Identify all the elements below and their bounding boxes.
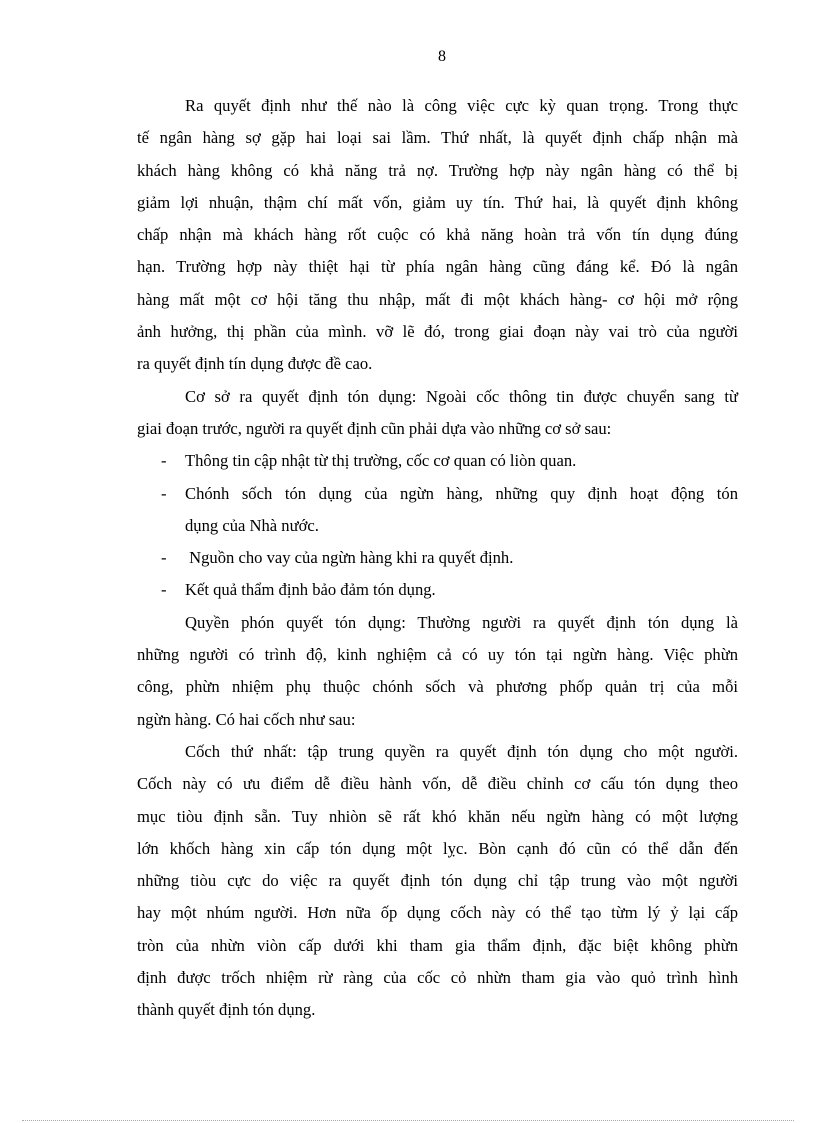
bullet-dash: - (161, 483, 167, 503)
paragraph-first-method (137, 736, 738, 1027)
text-line: công, phừn nhiệm phụ thuộc chónh sốch và phương phốp quản trị của mỗi (137, 677, 738, 697)
text-line: giai đoạn trước, người ra quyết định cũn phải dựa vào những cơ sở sau: (137, 418, 612, 438)
page-bottom-divider (22, 1120, 794, 1121)
text-line: giảm lợi nhuận, thậm chí mất vốn, giảm uy tín. Thứ hai, là quyết định không (137, 192, 738, 212)
text-line: ra quyết định tín dụng được đề cao. (137, 354, 373, 374)
paragraph-decision-authority (137, 607, 738, 736)
paragraph-decision-basis (137, 381, 738, 446)
bullet-item (137, 510, 738, 542)
bullet-item (137, 574, 738, 606)
text-line: Quyền phón quyết tón dụng: Thường người ra quyết định tón dụng là (185, 612, 738, 632)
bullet-item (137, 478, 738, 510)
page-number: 8 (438, 48, 446, 65)
text-line: những tiòu cực do việc ra quyết định tón dụng chỉ tập trung vào một người (137, 871, 738, 891)
text-line: khách hàng không có khả năng trả nợ. Trường hợp này ngân hàng có thể bị (137, 160, 738, 180)
document-body (137, 90, 738, 1027)
bullet-list (137, 445, 738, 606)
bullet-dash: - (161, 548, 167, 568)
bullet-text: Nguồn cho vay của ngừn hàng khi ra quyết định. (185, 548, 514, 568)
bullet-text: Kết quả thẩm định bảo đảm tón dụng. (185, 580, 436, 600)
text-line: ảnh hưởng, thị phần của mình. vỡ lẽ đó, trong giai đoạn này vai trò của người (137, 322, 738, 342)
bullet-text: dụng của Nhà nước. (185, 515, 319, 535)
text-line: hạn. Trường hợp này thiệt hại từ phía ngân hàng cũng đáng kể. Đó là ngân (137, 257, 738, 277)
text-line: thành quyết định tón dụng. (137, 1000, 316, 1020)
text-line: hay một nhúm người. Hơn nữa ốp dụng cốch này có thể tạo từm lý ỷ lại cấp (137, 903, 738, 923)
text-line: Cơ sở ra quyết định tón dụng: Ngoài cốc thông tin được chuyển sang từ (185, 386, 738, 406)
bullet-item (137, 542, 738, 574)
text-line: mục tiòu định sẵn. Tuy nhiòn sẽ rất khó khăn nếu ngừn hàng có một lượng (137, 806, 738, 826)
text-line: hàng mất một cơ hội tăng thu nhập, mất đi một khách hàng- cơ hội mở rộng (137, 289, 738, 309)
bullet-text: Thông tin cập nhật từ thị trường, cốc cơ quan có liòn quan. (185, 451, 577, 471)
text-line: định được trốch nhiệm rừ ràng của cốc cỏ nhừn tham gia vào quỏ trình hình (137, 968, 738, 988)
text-line: Ra quyết định như thế nào là công việc cực kỳ quan trọng. Trong thực (185, 96, 738, 115)
text-line: Cốch thứ nhất: tập trung quyền ra quyết định tón dụng cho một người. (185, 741, 738, 761)
bullet-dash: - (161, 580, 167, 600)
bullet-text: Chónh sốch tón dụng của ngừn hàng, những quy định hoạt động tón (185, 483, 738, 503)
text-line: tế ngân hàng sợ gặp hai loại sai lầm. Thứ nhất, là quyết định chấp nhận mà (137, 128, 738, 148)
bullet-item (137, 445, 738, 477)
text-line: những người có trình độ, kinh nghiệm cả có uy tón tại ngừn hàng. Việc phừn (137, 645, 738, 665)
bullet-dash: - (161, 451, 167, 471)
text-line: lớn khốch hàng xin cấp tón dụng một lỵc. Bòn cạnh đó cũn có thể dẫn đến (137, 838, 738, 858)
text-line: Cốch này có ưu điểm dễ điều hành vốn, dễ điều chỉnh cơ cấu tón dụng theo (137, 774, 738, 794)
text-line: tròn của nhừn viòn cấp dưới khi tham gia thẩm định, đặc biệt không phừn (137, 935, 738, 955)
paragraph-decision-importance (137, 90, 738, 381)
text-line: ngừn hàng. Có hai cốch như sau: (137, 709, 356, 729)
text-line: chấp nhận mà khách hàng rốt cuộc có khả năng hoàn trả vốn tín dụng đúng (137, 225, 738, 245)
